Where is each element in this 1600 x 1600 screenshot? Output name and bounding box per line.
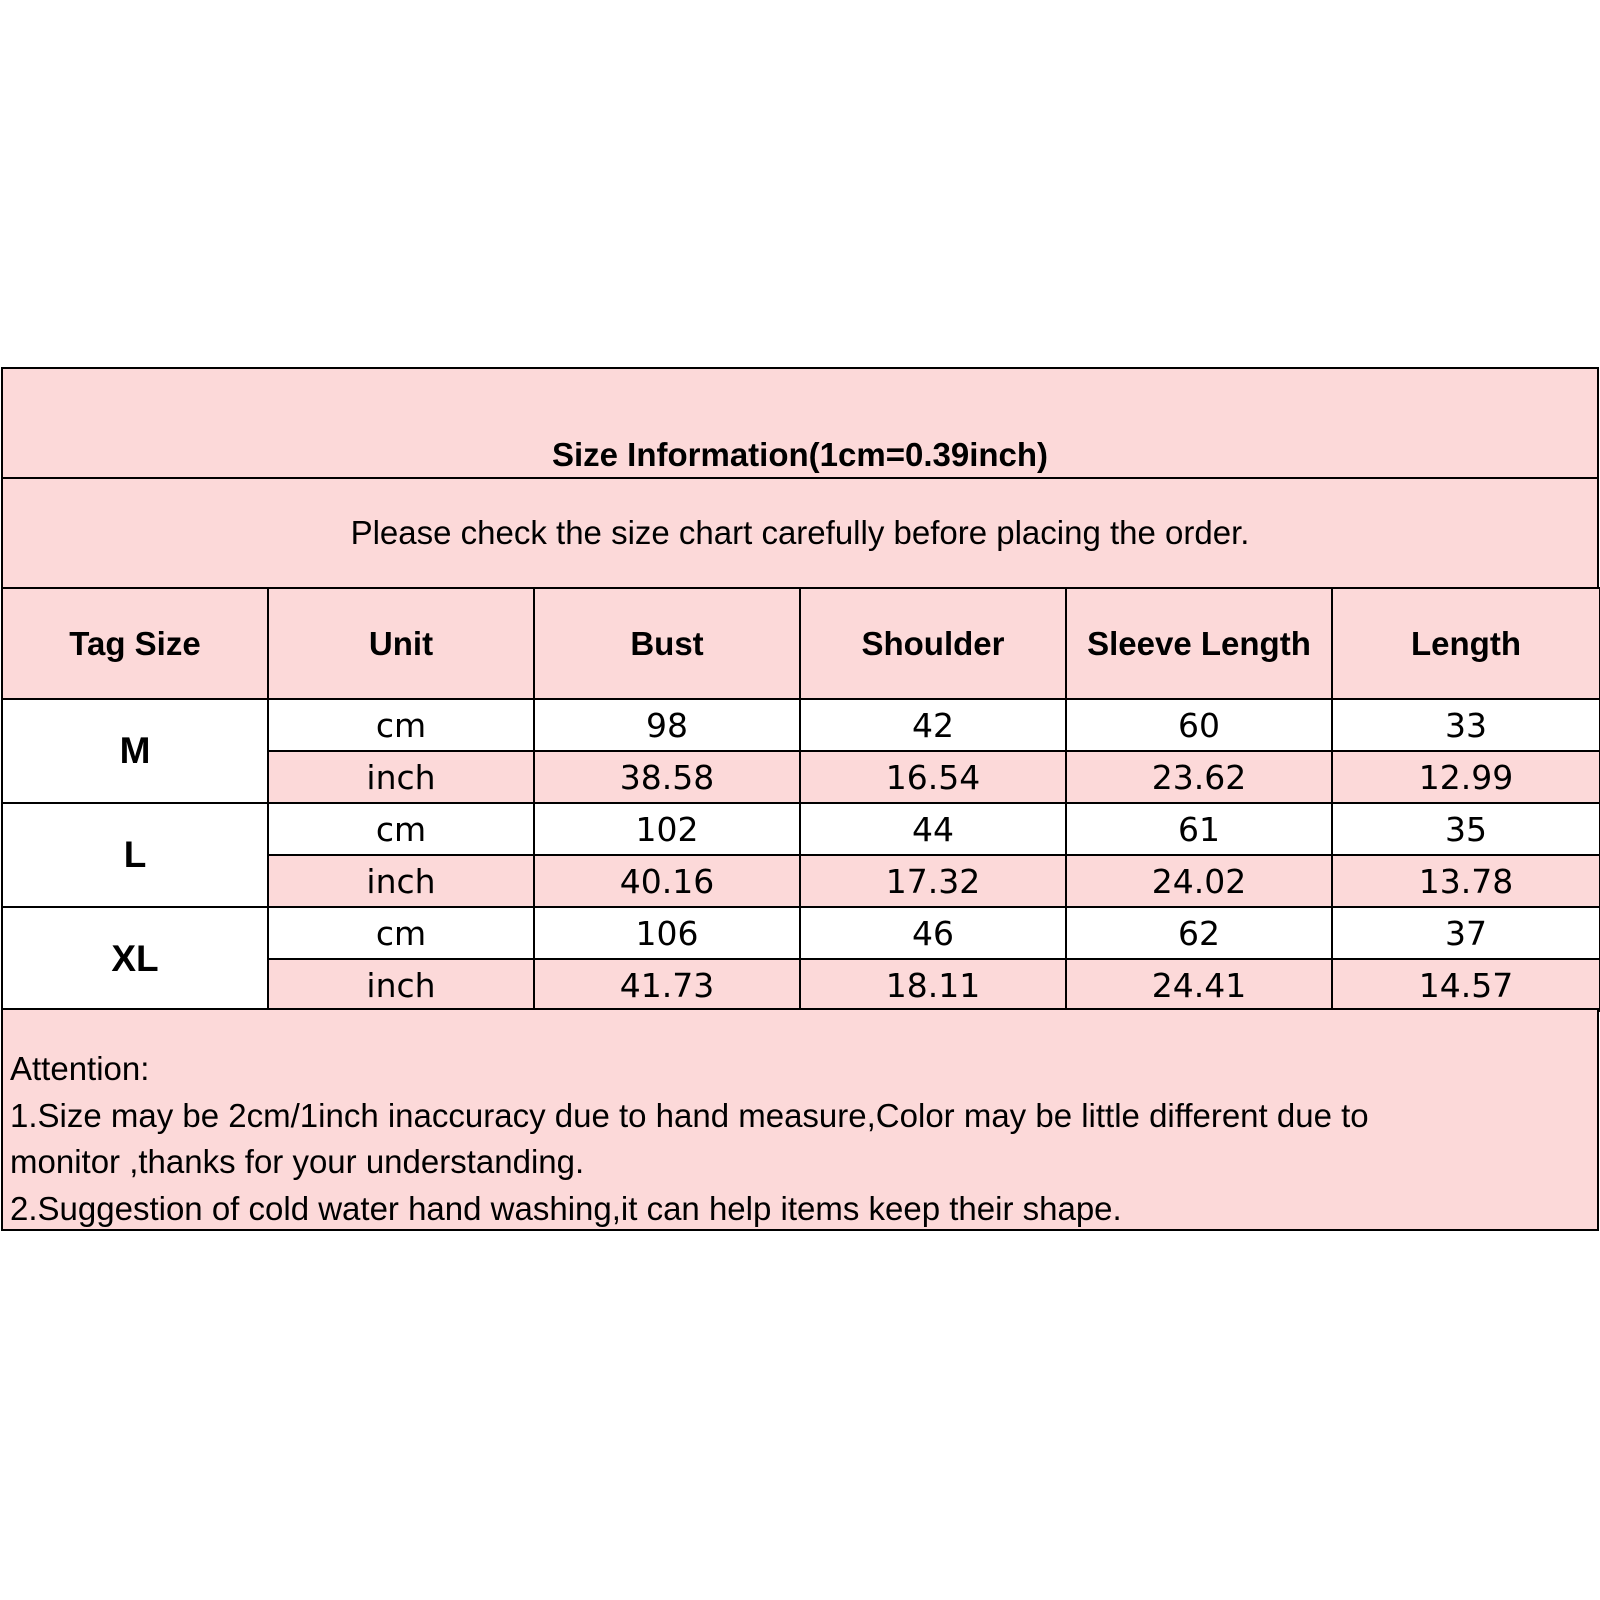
header-tag-size: Tag Size bbox=[2, 588, 268, 699]
shoulder-cell: 18.11 bbox=[800, 959, 1066, 1011]
shoulder-cell: 17.32 bbox=[800, 855, 1066, 907]
tag-size-cell: M bbox=[2, 699, 268, 803]
sleeve-length-cell: 23.62 bbox=[1066, 751, 1332, 803]
sleeve-length-cell: 60 bbox=[1066, 699, 1332, 751]
table-row bbox=[2, 907, 1600, 959]
unit-cell: cm bbox=[268, 803, 534, 855]
shoulder-cell: 42 bbox=[800, 699, 1066, 751]
unit-cell: inch bbox=[268, 855, 534, 907]
bust-cell: 41.73 bbox=[534, 959, 800, 1011]
subtitle-bar bbox=[1, 477, 1599, 589]
unit-cell: inch bbox=[268, 959, 534, 1011]
length-cell: 37 bbox=[1332, 907, 1600, 959]
length-cell: 14.57 bbox=[1332, 959, 1600, 1011]
chart-title: Size Information(1cm=0.39inch) bbox=[551, 436, 1049, 473]
tag-size-cell: L bbox=[2, 803, 268, 907]
header-sleeve-length: Sleeve Length bbox=[1066, 588, 1332, 699]
length-cell: 33 bbox=[1332, 699, 1600, 751]
shoulder-cell: 46 bbox=[800, 907, 1066, 959]
header-unit: Unit bbox=[268, 588, 534, 699]
table-header-row bbox=[2, 588, 1600, 699]
note-line: monitor ,thanks for your understanding. bbox=[10, 1143, 585, 1180]
bust-cell: 38.58 bbox=[534, 751, 800, 803]
note-line: 2.Suggestion of cold water hand washing,it can help items keep their shape. bbox=[10, 1189, 1122, 1227]
length-cell: 35 bbox=[1332, 803, 1600, 855]
header-bust: Bust bbox=[534, 588, 800, 699]
bust-cell: 102 bbox=[534, 803, 800, 855]
notes-heading: Attention: bbox=[10, 1050, 150, 1087]
title-bar bbox=[1, 367, 1599, 479]
size-table bbox=[1, 587, 1600, 1012]
length-cell: 12.99 bbox=[1332, 751, 1600, 803]
unit-cell: cm bbox=[268, 907, 534, 959]
tag-size-cell: XL bbox=[2, 907, 268, 1011]
attention-notes bbox=[1, 1008, 1599, 1231]
table-row bbox=[2, 803, 1600, 855]
sleeve-length-cell: 62 bbox=[1066, 907, 1332, 959]
bust-cell: 40.16 bbox=[534, 855, 800, 907]
sleeve-length-cell: 61 bbox=[1066, 803, 1332, 855]
bust-cell: 98 bbox=[534, 699, 800, 751]
chart-subtitle: Please check the size chart carefully before placing the order. bbox=[350, 514, 1250, 551]
header-length: Length bbox=[1332, 588, 1600, 699]
note-line: 1.Size may be 2cm/1inch inaccuracy due to hand measure,Color may be little different due to bbox=[10, 1096, 1369, 1134]
table-row bbox=[2, 699, 1600, 751]
unit-cell: cm bbox=[268, 699, 534, 751]
length-cell: 13.78 bbox=[1332, 855, 1600, 907]
sleeve-length-cell: 24.41 bbox=[1066, 959, 1332, 1011]
size-chart bbox=[1, 367, 1599, 1231]
shoulder-cell: 44 bbox=[800, 803, 1066, 855]
sleeve-length-cell: 24.02 bbox=[1066, 855, 1332, 907]
unit-cell: inch bbox=[268, 751, 534, 803]
shoulder-cell: 16.54 bbox=[800, 751, 1066, 803]
bust-cell: 106 bbox=[534, 907, 800, 959]
header-shoulder: Shoulder bbox=[800, 588, 1066, 699]
